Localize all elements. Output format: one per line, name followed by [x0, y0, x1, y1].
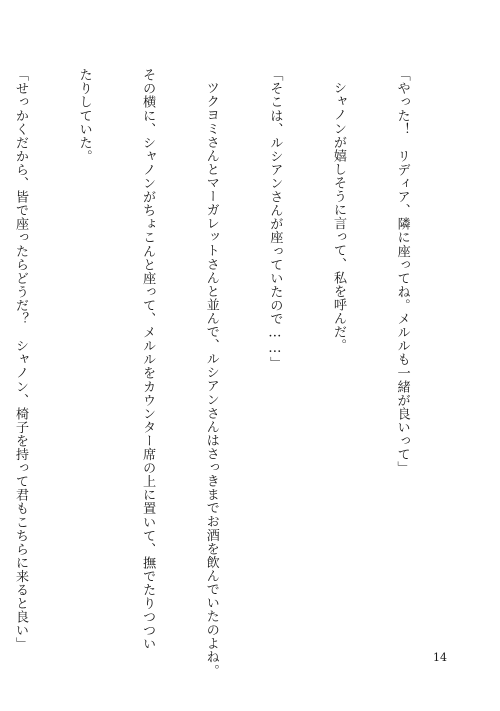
text-line: 「せっかくだから、皆で座ったらどうだ？ シャノン、椅子を持って君もこちらに来ると良い」 — [12, 68, 28, 651]
text-line: その横に、シャノンがちょこんと座って、メルルをカウンター席の上に置いて、撫でたりつつい — [140, 68, 156, 651]
text-line: たりしていた。 — [76, 68, 92, 163]
page-number: 14 — [433, 651, 447, 664]
text-line: 「やった！ リディア、隣に座ってね。メルルも一緒が良いって」 — [394, 68, 410, 475]
text-line: ツクヨミさんとマーガレットさんと並んで、ルシアンさんはさっきまでお酒を飲んでいたのよね。 — [203, 81, 219, 678]
text-line: シャノンが嬉しそうに言って、私を呼んだ。 — [330, 81, 346, 352]
text-line: 「そこは、ルシアンさんが座っていたので……」 — [267, 68, 283, 370]
